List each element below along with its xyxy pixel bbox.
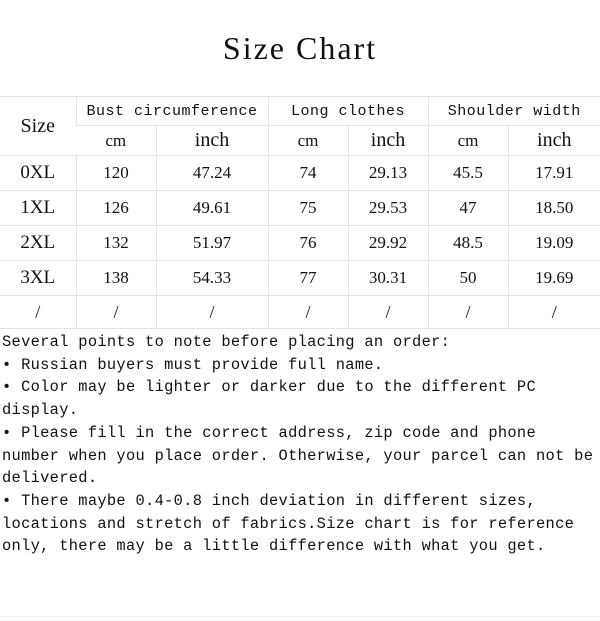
table-cell: 132 [76,226,156,261]
table-cell: / [348,296,428,329]
size-cell: 3XL [0,261,76,296]
table-cell: 74 [268,156,348,191]
table-cell: 76 [268,226,348,261]
table-cell: 30.31 [348,261,428,296]
note-item: • Russian buyers must provide full name. [2,355,384,374]
table-cell: 75 [268,191,348,226]
note-item: • Please fill in the correct address, zip code and phone number when you place order. Otherwise, your parcel can not be delivered. [2,423,594,488]
table-cell: 45.5 [428,156,508,191]
table-cell: 29.13 [348,156,428,191]
note-item: • There maybe 0.4-0.8 inch deviation in different sizes, locations and stretch of fabrics.Size chart is for reference only, there may be a little difference with what you get. [2,491,575,556]
table-row [0,191,600,226]
table-cell: 48.5 [428,226,508,261]
table-cell: 18.50 [508,191,600,226]
group-header-length: Long clothes [268,97,428,126]
table-row [0,261,600,296]
table-cell: / [156,296,268,329]
table-cell: 126 [76,191,156,226]
size-cell: 0XL [0,156,76,191]
table-row [0,156,600,191]
unit-header: cm [268,126,348,156]
table-cell: 17.91 [508,156,600,191]
table-group-header-row [0,97,600,126]
unit-header: inch [156,126,268,156]
table-unit-header-row [0,126,600,156]
size-chart-table [0,96,600,329]
table-cell: / [76,296,156,329]
size-column-header: Size [0,97,76,156]
table-cell: 77 [268,261,348,296]
table-cell: 19.69 [508,261,600,296]
group-header-shoulder: Shoulder width [428,97,600,126]
table-cell: 50 [428,261,508,296]
group-header-bust: Bust circumference [76,97,268,126]
table-cell: 51.97 [156,226,268,261]
table-cell: 138 [76,261,156,296]
table-row [0,226,600,261]
page-title: Size Chart [222,30,378,66]
table-row [0,296,600,329]
unit-header: cm [76,126,156,156]
note-item: • Color may be lighter or darker due to the different PC display. [2,378,537,420]
size-cell: 2XL [0,226,76,261]
unit-header: cm [428,126,508,156]
table-cell: 29.92 [348,226,428,261]
notes-heading: Several points to note before placing an order: [2,333,451,351]
table-cell: 120 [76,156,156,191]
table-cell: 19.09 [508,226,600,261]
table-cell: 47 [428,191,508,226]
table-cell: 29.53 [348,191,428,226]
table-cell: / [268,296,348,329]
table-cell: 54.33 [156,261,268,296]
table-cell: 49.61 [156,191,268,226]
table-cell: / [508,296,600,329]
unit-header: inch [508,126,600,156]
divider [0,616,600,617]
table-cell: / [0,296,76,329]
table-cell: / [428,296,508,329]
table-cell: 47.24 [156,156,268,191]
size-cell: 1XL [0,191,76,226]
order-notes [2,331,598,558]
unit-header: inch [348,126,428,156]
